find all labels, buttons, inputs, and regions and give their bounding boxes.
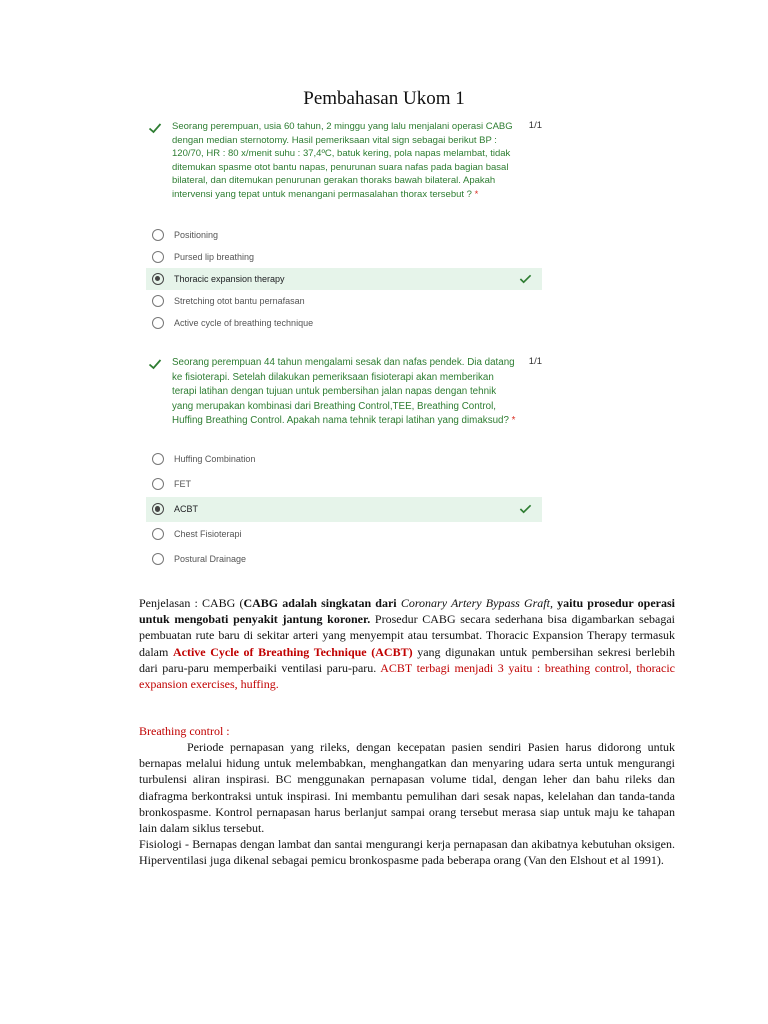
explanation-paragraph: Penjelasan : CABG (CABG adalah singkatan dari Coronary Artery Bypass Graft, yaitu prosedur operasi untuk mengobati penyakit jantung koroner. Prosedur CABG secara sederhana bisa digambarkan sebagai pembuatan rute baru di sekitar arteri yang menyempit atau tersumbat. Thoracic Expansion Therapy termasuk dalam Active Cycle of Breathing Technique (ACBT) yang digunakan untuk pembersihan sekresi berlebih dari paru-paru memperbaiki ventilasi paru-paru. ACBT terbagi menjadi 3 yaitu : breathing control, thoracic expansion exercises, huffing.: [139, 596, 676, 692]
question-score: 1/1: [528, 120, 542, 131]
required-mark: *: [511, 415, 516, 427]
option-fet[interactable]: [146, 472, 546, 497]
radio-selected-icon[interactable]: [152, 273, 164, 285]
acbt-highlight: Active Cycle of Breathing Technique (ACBT): [172, 644, 413, 659]
radio-selected-icon[interactable]: [152, 503, 164, 515]
option-active-cycle[interactable]: [146, 312, 546, 334]
acbt-parts: ACBT terbagi menjadi 3 yaitu : breathing control, thoracic expansion exercises, huffing.: [139, 660, 675, 692]
quiz-question-1: [146, 120, 546, 334]
question-score: 1/1: [528, 356, 542, 367]
check-icon: [148, 121, 162, 135]
check-icon: [148, 357, 162, 371]
radio-icon[interactable]: [152, 553, 164, 565]
option-positioning[interactable]: [146, 224, 546, 246]
option-pursed-lip-breathing[interactable]: [146, 246, 546, 268]
option-label: Thoracic expansion therapy: [174, 273, 285, 284]
radio-icon[interactable]: [152, 251, 164, 263]
radio-icon[interactable]: [152, 295, 164, 307]
option-label: Chest Fisioterapi: [174, 529, 242, 540]
question-header: [146, 356, 546, 429]
page-title: Pembahasan Ukom 1: [303, 88, 465, 109]
required-mark: *: [474, 188, 479, 200]
option-label: FET: [174, 479, 191, 490]
option-label: Stretching otot bantu pernafasan: [174, 295, 305, 306]
option-acbt[interactable]: [146, 497, 542, 522]
option-chest-fisioterapi[interactable]: [146, 522, 546, 547]
option-huffing-combination[interactable]: [146, 447, 546, 472]
option-label: Huffing Combination: [174, 454, 256, 465]
breathing-control-paragraph: Periode pernapasan yang rileks, dengan kecepatan pasien sendiri Pasien harus didorong untuk bernapas melalui hidung untuk melembabkan, menghangatkan dan menyaring udara serta untuk mengurangi turbulensi aliran inspirasi. BC menggunakan pernapasan volume tidal, dengan leher dan bahu rileks dan diafragma berkontraksi untuk inspirasi. Ini membantu pemulihan dari sesak napas, kelelahan dan tanda-tanda bronkospasme. Kontrol pernapasan harus berlanjut sampai orang tersebut merasa siap untuk maju ke tahapan lain dalam siklus tersebut.: [139, 740, 675, 836]
section-heading: Breathing control :: [139, 724, 230, 738]
option-stretching[interactable]: [146, 290, 546, 312]
question-text: Seorang perempuan 44 tahun mengalami sesak dan nafas pendek. Dia datang ke fisioterapi. Setelah dilakukan pemeriksaan fisioterapi akan memberikan terapi latihan dengan tujuan untuk pembersihan jalan napas dengan tehnik yang merupakan kombinasi dari Breathing Control,TEE, Breathing Control, Huffing Breathing Control. Apakah nama tehnik terapi latihan yang dimaksud? *: [172, 357, 516, 427]
question-header: [146, 120, 546, 202]
check-icon: [519, 503, 532, 515]
option-postural-drainage[interactable]: [146, 547, 546, 572]
option-label: ACBT: [174, 504, 199, 515]
radio-icon[interactable]: [152, 528, 164, 540]
radio-icon[interactable]: [152, 229, 164, 241]
physiology-paragraph: Fisiologi - Bernapas dengan lambat dan santai mengurangi kerja pernapasan dan akibatnya kebutuhan oksigen. Hiperventilasi juga dikenal sebagai pemicu bronkospasme pada beberapa orang (Van den Elshout et al 1991).: [139, 837, 675, 868]
question-text: Seorang perempuan, usia 60 tahun, 2 minggu yang lalu menjalani operasi CABG dengan median sternotomy. Hasil pemeriksaan vital sign sebagai berikut BP : 120/70, HR : 80 x/menit suhu : 37,4ºC, batuk kering, pola napas melambat, tidak ditemukan spasme otot bantu napas, penurunan suara nafas pada bagian basal bilateral, dan ditemukan penurunan gerakan thoraks bawah bilateral. Apakah intervensi yang tepat untuk menangani permasalahan thorax tersebut ? *: [172, 121, 513, 200]
option-thoracic-expansion-therapy[interactable]: [146, 268, 542, 290]
option-label: Pursed lip breathing: [174, 251, 255, 262]
radio-icon[interactable]: [152, 317, 164, 329]
check-icon: [519, 273, 532, 285]
radio-icon[interactable]: [152, 478, 164, 490]
radio-icon[interactable]: [152, 453, 164, 465]
option-label: Active cycle of breathing technique: [174, 317, 314, 328]
option-label: Postural Drainage: [174, 554, 247, 565]
option-label: Positioning: [174, 229, 219, 240]
quiz-question-2: [146, 356, 546, 572]
